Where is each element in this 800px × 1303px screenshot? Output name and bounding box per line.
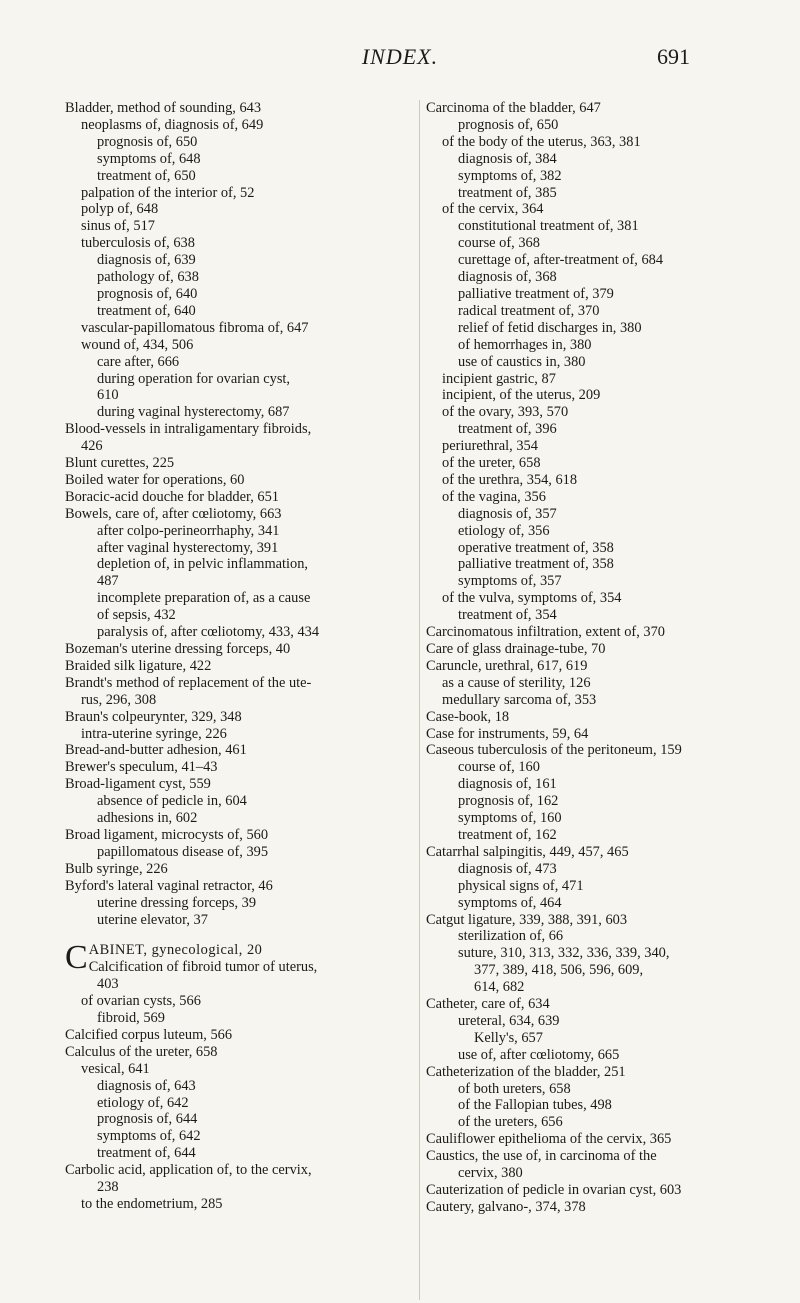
index-subentry: use of, after cœliotomy, 665 <box>458 1046 620 1063</box>
index-subentry: prognosis of, 162 <box>458 793 559 810</box>
index-entry: Broad ligament, microcysts of, 560 <box>65 826 269 843</box>
index-subentry: operative treatment of, 358 <box>458 539 614 556</box>
index-subentry: incomplete preparation of, as a cause <box>97 590 311 607</box>
index-subentry: palliative treatment of, 358 <box>458 556 614 573</box>
index-subentry: treatment of, 650 <box>97 167 196 184</box>
index-subentry: 238 <box>97 1179 119 1196</box>
index-subentry: incipient, of the uterus, 209 <box>442 387 601 404</box>
index-subentry: of the cervix, 364 <box>442 201 544 218</box>
index-entry: Bozeman's uterine dressing forceps, 40 <box>65 641 291 657</box>
index-entry: Boiled water for operations, 60 <box>65 471 245 488</box>
index-subentry: radical treatment of, 370 <box>458 302 600 319</box>
index-subentry: 610 <box>97 387 119 404</box>
index-entry: Brewer's speculum, 41–43 <box>65 759 218 776</box>
index-subentry: course of, 160 <box>458 759 540 776</box>
index-subentry: curettage of, after-treatment of, 684 <box>458 252 664 269</box>
index-entry: Blunt curettes, 225 <box>65 455 175 472</box>
index-subentry: suture, 310, 313, 332, 336, 339, 340, <box>458 945 670 962</box>
index-subentry: diagnosis of, 639 <box>97 252 196 269</box>
index-entry: Bladder, method of sounding, 643 <box>65 100 262 116</box>
section-c-entries <box>65 959 410 1213</box>
index-entry: Catarrhal salpingitis, 449, 457, 465 <box>426 843 629 860</box>
index-subentry: of the vulva, symptoms of, 354 <box>442 590 622 607</box>
index-subentry: physical signs of, 471 <box>458 877 584 894</box>
index-subentry: prognosis of, 644 <box>97 1111 198 1128</box>
index-subentry: rus, 296, 308 <box>81 691 157 708</box>
index-subentry: 377, 389, 418, 506, 596, 609, <box>474 962 644 979</box>
index-subentry: palpation of the interior of, 52 <box>81 184 255 201</box>
index-subentry: diagnosis of, 357 <box>458 505 557 522</box>
index-subentry: of the ureter, 658 <box>442 455 541 472</box>
index-entry: Broad-ligament cyst, 559 <box>65 776 211 793</box>
index-subentry: depletion of, in pelvic inflammation, <box>97 556 309 573</box>
index-subentry: etiology of, 642 <box>97 1094 189 1111</box>
index-entry: Blood-vessels in intraligamentary fibroids, <box>65 421 312 438</box>
index-subentry: wound of, 434, 506 <box>81 336 194 353</box>
index-subentry: periurethral, 354 <box>442 438 538 455</box>
index-subentry: paralysis of, after cœliotomy, 433, 434 <box>97 624 320 641</box>
index-subentry: after colpo-perineorrhaphy, 341 <box>97 522 280 539</box>
index-subentry: intra-uterine syringe, 226 <box>81 725 227 742</box>
index-subentry: 614, 682 <box>474 979 525 996</box>
index-entry: Carbolic acid, application of, to the cervix, <box>65 1162 312 1179</box>
index-subentry: 403 <box>97 976 119 993</box>
index-subentry: during vaginal hysterectomy, 687 <box>97 404 290 421</box>
index-entry: Case for instruments, 59, 64 <box>426 725 589 742</box>
index-subentry: adhesions in, 602 <box>97 810 198 827</box>
index-subentry: of the urethra, 354, 618 <box>442 471 578 488</box>
running-title: INDEX. <box>361 44 439 69</box>
index-subentry: course of, 368 <box>458 235 540 252</box>
index-subentry: uterine elevator, 37 <box>97 911 208 928</box>
index-entry: Bowels, care of, after cœliotomy, 663 <box>65 505 282 522</box>
index-subentry: use of caustics in, 380 <box>458 353 586 370</box>
index-subentry: Kelly's, 657 <box>474 1029 543 1046</box>
index-subentry: incipient gastric, 87 <box>442 370 556 387</box>
page-number: 691 <box>657 44 690 69</box>
index-subentry: symptoms of, 357 <box>458 573 562 590</box>
index-subentry: as a cause of sterility, 126 <box>442 674 591 691</box>
index-entry: Cautery, galvano-, 374, 378 <box>426 1198 586 1215</box>
index-subentry: etiology of, 356 <box>458 522 550 539</box>
index-entry: Care of glass drainage-tube, 70 <box>426 641 606 657</box>
index-subentry: treatment of, 354 <box>458 607 557 624</box>
index-subentry: diagnosis of, 473 <box>458 860 557 877</box>
index-entry: Caseous tuberculosis of the peritoneum, 159 <box>426 742 682 759</box>
index-column-right <box>426 100 756 1216</box>
column-divider <box>419 100 420 1300</box>
section-spacer <box>65 928 410 942</box>
index-subentry: during operation for ovarian cyst, <box>97 370 291 387</box>
index-subentry: of hemorrhages in, 380 <box>458 336 592 353</box>
index-column-left <box>65 100 410 1213</box>
index-subentry: of the ureters, 656 <box>458 1114 563 1131</box>
index-subentry: diagnosis of, 161 <box>458 776 557 793</box>
index-entry: Carcinomatous infiltration, extent of, 370 <box>426 624 665 641</box>
index-subentry: treatment of, 162 <box>458 826 557 843</box>
index-subentry: 487 <box>97 573 119 590</box>
index-subentry: of sepsis, 432 <box>97 607 176 624</box>
index-subentry: cervix, 380 <box>458 1165 523 1182</box>
index-entry: Braided silk ligature, 422 <box>65 657 212 674</box>
index-subentry: to the endometrium, 285 <box>81 1196 223 1212</box>
index-entry: Boracic-acid douche for bladder, 651 <box>65 488 279 505</box>
index-subentry: symptoms of, 648 <box>97 150 201 167</box>
index-subentry: treatment of, 644 <box>97 1145 196 1162</box>
index-subentry: 426 <box>81 438 103 455</box>
index-entry: Bulb syringe, 226 <box>65 860 168 877</box>
index-entry: Calcification of fibroid tumor of uterus, <box>88 959 318 976</box>
page-header <box>0 44 800 74</box>
index-subentry: of the body of the uterus, 363, 381 <box>442 133 641 150</box>
index-subentry: pathology of, 638 <box>97 269 199 286</box>
index-subentry: vascular-papillomatous fibroma of, 647 <box>81 319 309 336</box>
index-subentry: polyp of, 648 <box>81 201 159 218</box>
index-entry: Catheterization of the bladder, 251 <box>426 1063 626 1080</box>
index-entry: Bread-and-butter adhesion, 461 <box>65 742 247 759</box>
index-subentry: symptoms of, 464 <box>458 894 562 911</box>
index-entry: Catheter, care of, 634 <box>426 996 550 1013</box>
index-subentry: neoplasms of, diagnosis of, 649 <box>81 116 264 133</box>
index-subentry: treatment of, 385 <box>458 184 557 201</box>
index-subentry: relief of fetid discharges in, 380 <box>458 319 642 336</box>
index-subentry: diagnosis of, 643 <box>97 1077 196 1094</box>
index-subentry: of ovarian cysts, 566 <box>81 993 201 1010</box>
index-subentry: fibroid, 569 <box>97 1010 165 1027</box>
index-subentry: treatment of, 396 <box>458 421 557 438</box>
index-subentry: symptoms of, 642 <box>97 1128 201 1145</box>
index-entry: Catgut ligature, 339, 388, 391, 603 <box>426 911 628 928</box>
index-entry: Caruncle, urethral, 617, 619 <box>426 657 588 674</box>
index-entry: Byford's lateral vaginal retractor, 46 <box>65 877 273 894</box>
index-subentry: uterine dressing forceps, 39 <box>97 894 257 911</box>
index-subentry: absence of pedicle in, 604 <box>97 793 247 810</box>
index-entry: Caustics, the use of, in carcinoma of the <box>426 1148 657 1165</box>
index-entry: Calculus of the ureter, 658 <box>65 1043 218 1060</box>
index-subentry: prognosis of, 650 <box>97 133 198 150</box>
index-entry: Calcified corpus luteum, 566 <box>65 1026 233 1043</box>
index-subentry: of the Fallopian tubes, 498 <box>458 1097 612 1114</box>
index-subentry: tuberculosis of, 638 <box>81 235 195 252</box>
index-subentry: ureteral, 634, 639 <box>458 1012 560 1029</box>
index-entry: Cauliflower epithelioma of the cervix, 365 <box>426 1131 672 1148</box>
index-entry: Cauterization of pedicle in ovarian cyst, 603 <box>426 1182 682 1198</box>
index-subentry: prognosis of, 650 <box>458 116 559 133</box>
index-subentry: of both ureters, 658 <box>458 1080 571 1097</box>
index-entry: Brandt's method of replacement of the ute- <box>65 674 312 691</box>
index-entry: ABINET, gynecological, 20 <box>88 942 263 959</box>
index-subentry: vesical, 641 <box>81 1060 150 1077</box>
index-subentry: of the vagina, 356 <box>442 488 546 505</box>
index-subentry: sinus of, 517 <box>81 218 155 235</box>
drop-cap: C <box>65 939 88 977</box>
index-subentry: care after, 666 <box>97 353 180 370</box>
index-entry: Carcinoma of the bladder, 647 <box>426 100 601 116</box>
index-entry: Braun's colpeurynter, 329, 348 <box>65 708 242 725</box>
index-subentry: palliative treatment of, 379 <box>458 285 614 302</box>
index-subentry: after vaginal hysterectomy, 391 <box>97 539 279 556</box>
index-subentry: prognosis of, 640 <box>97 285 198 302</box>
index-subentry: constitutional treatment of, 381 <box>458 218 639 235</box>
index-subentry: diagnosis of, 368 <box>458 269 557 286</box>
index-subentry: treatment of, 640 <box>97 302 196 319</box>
index-entry: Case-book, 18 <box>426 708 510 725</box>
index-subentry: papillomatous disease of, 395 <box>97 843 269 860</box>
index-subentry: of the ovary, 393, 570 <box>442 404 569 421</box>
index-subentry: diagnosis of, 384 <box>458 150 557 167</box>
index-subentry: symptoms of, 382 <box>458 167 562 184</box>
index-subentry: sterilization of, 66 <box>458 928 564 945</box>
index-subentry: medullary sarcoma of, 353 <box>442 691 597 708</box>
index-subentry: symptoms of, 160 <box>458 810 562 827</box>
